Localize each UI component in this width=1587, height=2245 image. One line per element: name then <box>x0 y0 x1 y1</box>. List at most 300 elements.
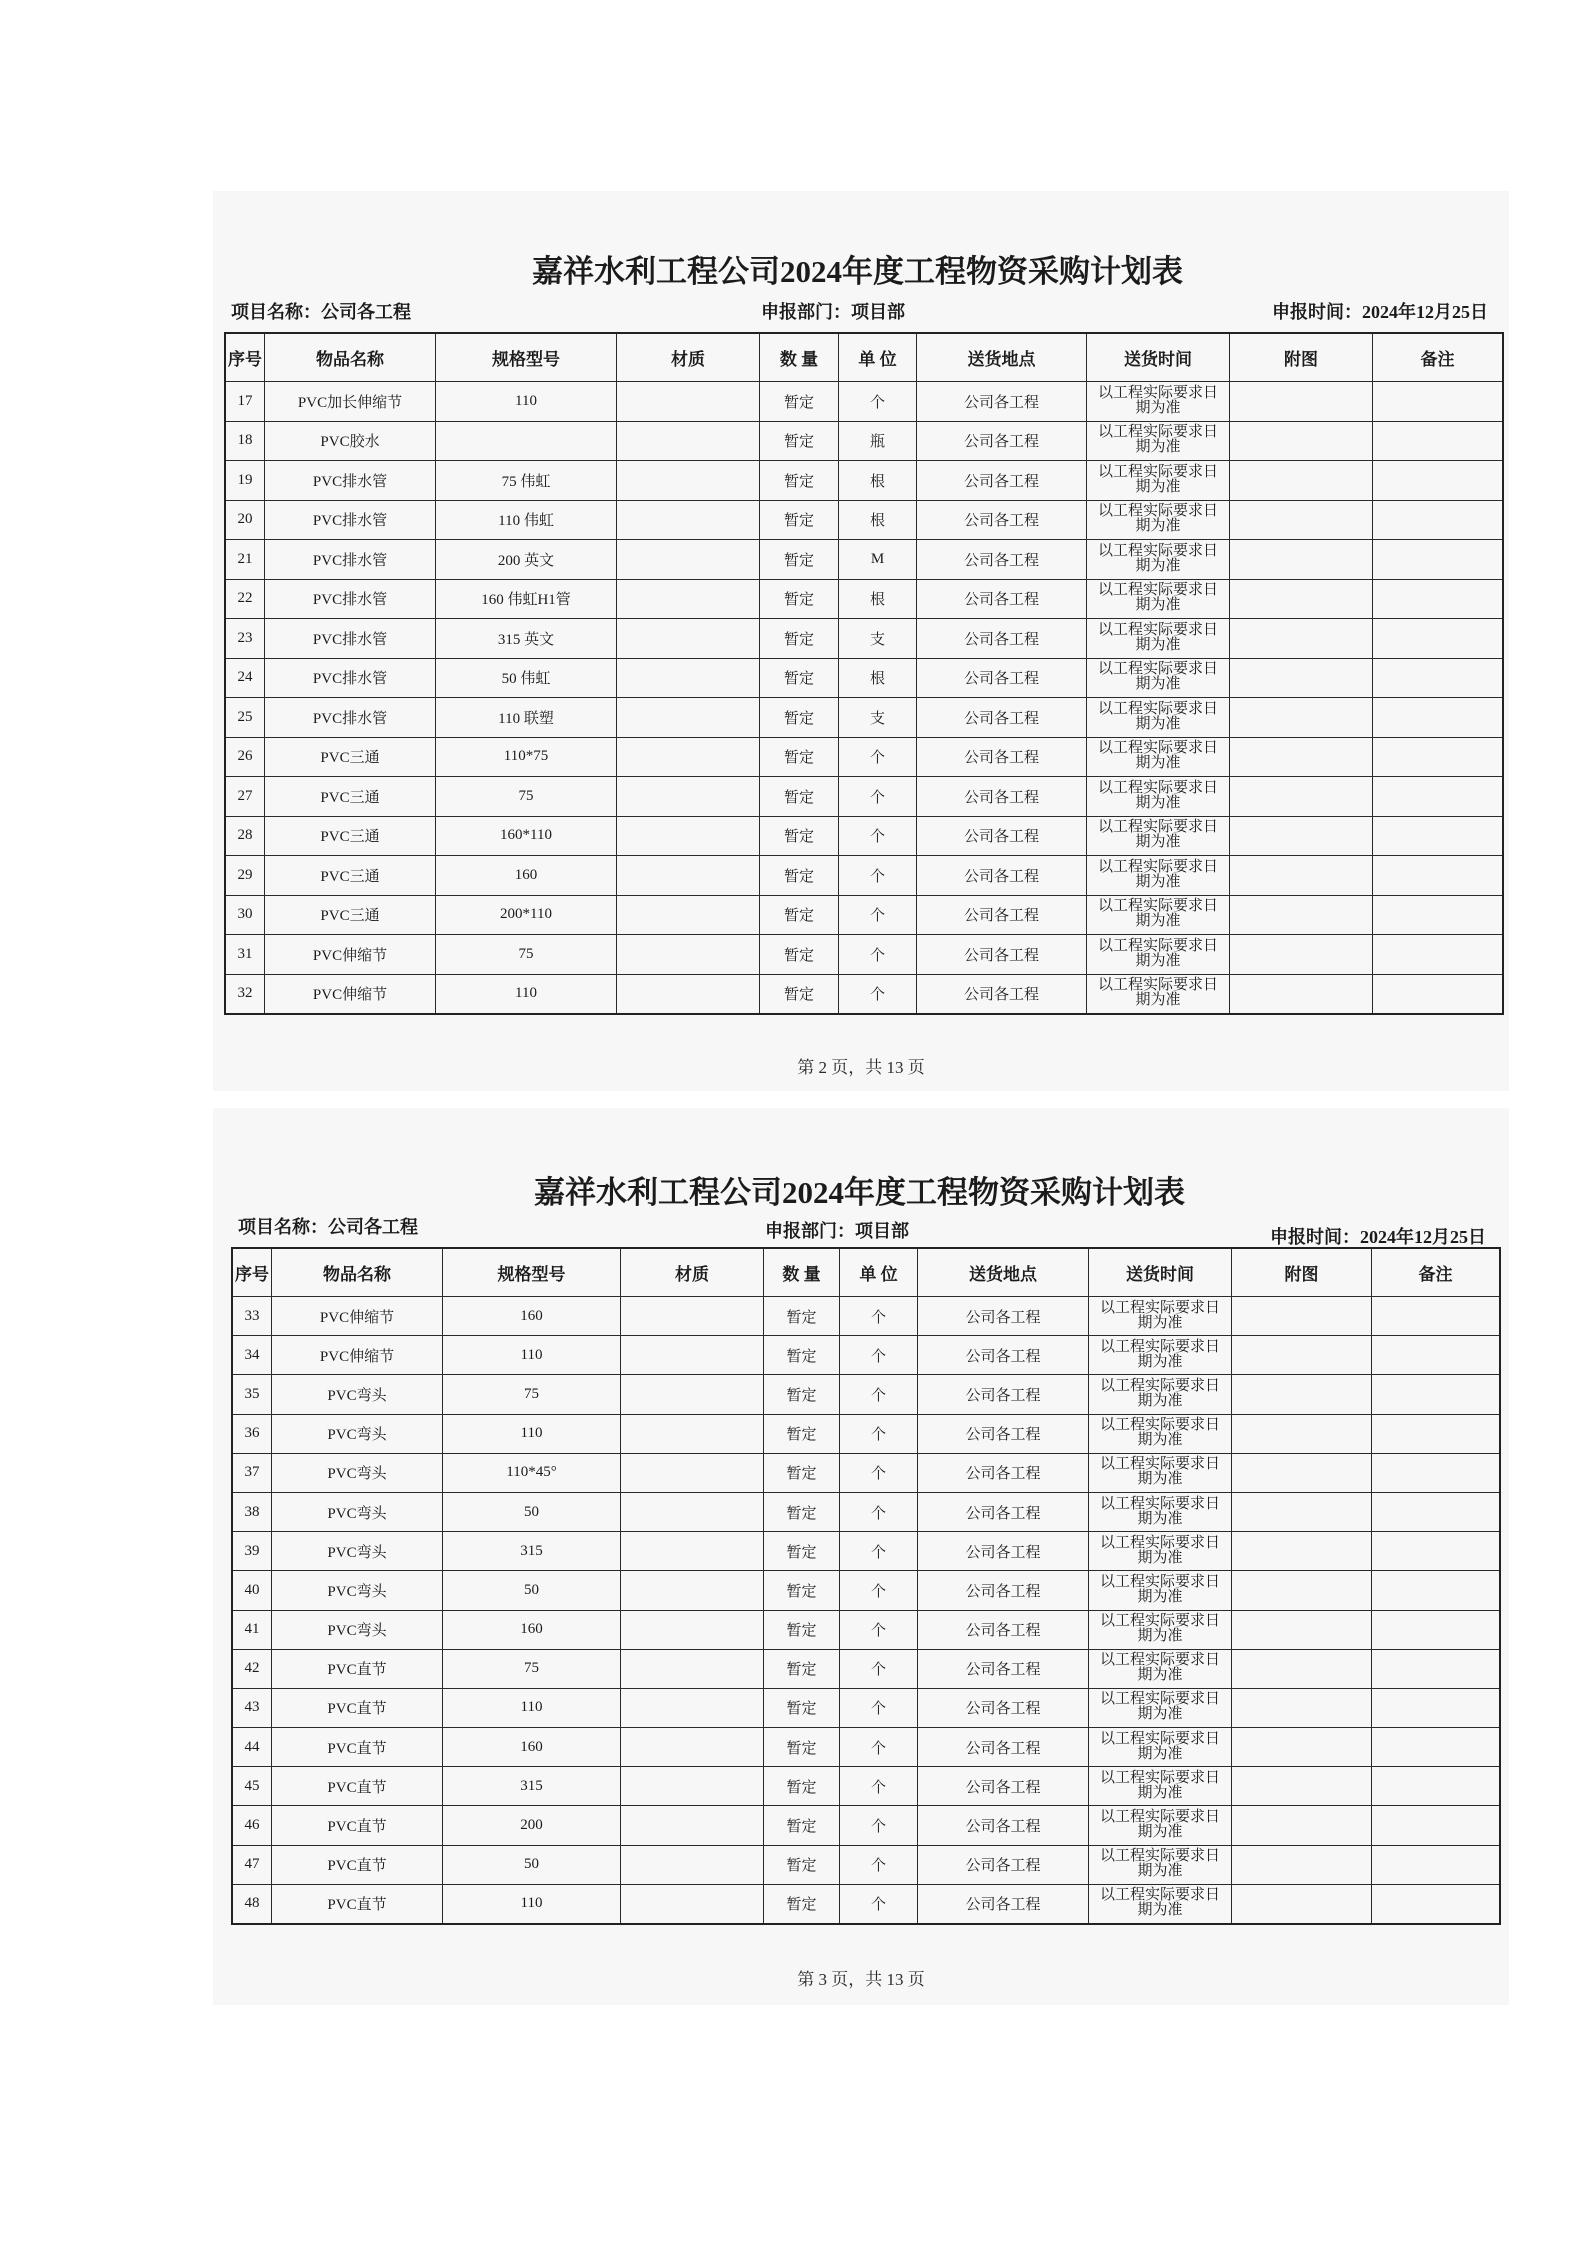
delivery-time-text: 以工程实际要求日期为准 <box>1098 898 1219 930</box>
cell-quantity: 暂定 <box>764 1649 840 1688</box>
cell-delivery-time <box>1089 1297 1232 1336</box>
cell-material <box>617 421 760 461</box>
cell-no: 22 <box>225 579 265 619</box>
delivery-time-text: 以工程实际要求日期为准 <box>1100 1299 1221 1331</box>
cell-remarks <box>1373 658 1504 698</box>
cell-item-name: PVC排水管 <box>265 698 436 738</box>
cell-delivery-place: 公司各工程 <box>917 777 1087 817</box>
cell-item-name: PVC胶水 <box>265 421 436 461</box>
cell-remarks <box>1372 1806 1501 1845</box>
cell-delivery-time <box>1089 1532 1232 1571</box>
cell-drawing <box>1230 895 1373 935</box>
cell-material <box>617 461 760 501</box>
cell-no: 36 <box>232 1414 272 1453</box>
cell-drawing <box>1230 619 1373 659</box>
cell-delivery-place: 公司各工程 <box>917 698 1087 738</box>
cell-unit: 个 <box>840 1688 918 1727</box>
cell-unit: 个 <box>840 1297 918 1336</box>
cell-item-name: PVC伸缩节 <box>272 1336 443 1375</box>
cell-item-name: PVC加长伸缩节 <box>265 382 436 422</box>
cell-delivery-time <box>1089 1649 1232 1688</box>
cell-remarks <box>1372 1688 1501 1727</box>
table-row <box>232 1336 1500 1375</box>
cell-delivery-place: 公司各工程 <box>917 974 1087 1014</box>
cell-item-name: PVC排水管 <box>265 619 436 659</box>
cell-item-name: PVC排水管 <box>265 500 436 540</box>
report-date: 申报时间：2024年12月25日 <box>1272 302 1488 322</box>
cell-quantity: 暂定 <box>760 579 839 619</box>
cell-drawing <box>1230 935 1373 975</box>
cell-drawing <box>1232 1649 1372 1688</box>
cell-unit: 支 <box>839 619 917 659</box>
cell-delivery-time <box>1089 1767 1232 1806</box>
cell-spec: 110*75 <box>436 737 617 777</box>
cell-delivery-time <box>1089 1688 1232 1727</box>
cell-unit: 个 <box>840 1884 918 1924</box>
cell-remarks <box>1373 698 1504 738</box>
table-row <box>225 856 1503 896</box>
page-sheet <box>213 191 1509 1091</box>
cell-drawing <box>1232 1728 1372 1767</box>
cell-item-name: PVC弯头 <box>272 1453 443 1492</box>
cell-quantity: 暂定 <box>760 856 839 896</box>
header-material: 材质 <box>621 1248 764 1297</box>
cell-remarks <box>1373 935 1504 975</box>
cell-quantity: 暂定 <box>764 1571 840 1610</box>
cell-item-name: PVC直节 <box>272 1728 443 1767</box>
cell-spec: 160 伟虹H1管 <box>436 579 617 619</box>
cell-delivery-place: 公司各工程 <box>918 1532 1089 1571</box>
cell-remarks <box>1373 816 1504 856</box>
delivery-time-text: 以工程实际要求日期为准 <box>1100 1769 1221 1801</box>
cell-unit: 个 <box>840 1532 918 1571</box>
delivery-time-text: 以工程实际要求日期为准 <box>1100 1730 1221 1762</box>
cell-material <box>621 1884 764 1924</box>
delivery-time-text: 以工程实际要求日期为准 <box>1100 1691 1221 1723</box>
header-no: 序号 <box>232 1248 272 1297</box>
cell-delivery-place: 公司各工程 <box>918 1767 1089 1806</box>
header-quantity: 数 量 <box>760 333 839 382</box>
delivery-time-text: 以工程实际要求日期为准 <box>1098 582 1219 614</box>
cell-item-name: PVC直节 <box>272 1845 443 1884</box>
delivery-time-text: 以工程实际要求日期为准 <box>1100 1613 1221 1645</box>
cell-delivery-place: 公司各工程 <box>917 540 1087 580</box>
cell-delivery-time <box>1089 1728 1232 1767</box>
cell-drawing <box>1232 1532 1372 1571</box>
procurement-table <box>224 332 1504 1015</box>
cell-unit: 个 <box>840 1414 918 1453</box>
cell-unit: 个 <box>840 1375 918 1414</box>
cell-item-name: PVC三通 <box>265 856 436 896</box>
table-row <box>232 1297 1500 1336</box>
cell-drawing <box>1230 579 1373 619</box>
cell-remarks <box>1373 579 1504 619</box>
cell-no: 19 <box>225 461 265 501</box>
header-material: 材质 <box>617 333 760 382</box>
cell-unit: 个 <box>839 856 917 896</box>
cell-delivery-place: 公司各工程 <box>917 421 1087 461</box>
cell-drawing <box>1232 1688 1372 1727</box>
cell-material <box>617 856 760 896</box>
cell-drawing <box>1230 540 1373 580</box>
cell-drawing <box>1232 1884 1372 1924</box>
cell-no: 28 <box>225 816 265 856</box>
cell-quantity: 暂定 <box>764 1453 840 1492</box>
table-row <box>232 1845 1500 1884</box>
cell-unit: 个 <box>840 1610 918 1649</box>
cell-no: 29 <box>225 856 265 896</box>
page-footer: 第 3 页，共 13 页 <box>797 1970 925 1989</box>
cell-no: 46 <box>232 1806 272 1845</box>
cell-remarks <box>1373 500 1504 540</box>
cell-delivery-time <box>1089 1336 1232 1375</box>
cell-material <box>621 1845 764 1884</box>
cell-unit: 个 <box>840 1767 918 1806</box>
table-row <box>232 1806 1500 1845</box>
cell-drawing <box>1230 382 1373 422</box>
cell-unit: 个 <box>840 1845 918 1884</box>
table-row <box>225 421 1503 461</box>
cell-spec: 75 <box>443 1375 621 1414</box>
cell-material <box>621 1571 764 1610</box>
cell-remarks <box>1372 1610 1501 1649</box>
cell-item-name: PVC弯头 <box>272 1492 443 1531</box>
cell-remarks <box>1372 1532 1501 1571</box>
cell-no: 32 <box>225 974 265 1014</box>
project-name: 项目名称：公司各工程 <box>231 302 411 322</box>
cell-material <box>617 698 760 738</box>
cell-drawing <box>1232 1767 1372 1806</box>
cell-delivery-place: 公司各工程 <box>917 500 1087 540</box>
cell-spec: 315 <box>443 1532 621 1571</box>
delivery-time-text: 以工程实际要求日期为准 <box>1100 1377 1221 1409</box>
cell-item-name: PVC排水管 <box>265 579 436 619</box>
cell-item-name: PVC排水管 <box>265 461 436 501</box>
cell-remarks <box>1373 619 1504 659</box>
cell-quantity: 暂定 <box>760 619 839 659</box>
cell-no: 34 <box>232 1336 272 1375</box>
cell-material <box>621 1492 764 1531</box>
cell-unit: 个 <box>839 737 917 777</box>
cell-no: 35 <box>232 1375 272 1414</box>
cell-material <box>621 1336 764 1375</box>
cell-delivery-time <box>1087 382 1230 422</box>
cell-no: 37 <box>232 1453 272 1492</box>
project-name: 项目名称：公司各工程 <box>238 1217 418 1237</box>
cell-spec: 110 <box>443 1414 621 1453</box>
header-spec: 规格型号 <box>436 333 617 382</box>
delivery-time-text: 以工程实际要求日期为准 <box>1098 621 1219 653</box>
cell-delivery-time <box>1089 1610 1232 1649</box>
cell-quantity: 暂定 <box>760 816 839 856</box>
procurement-table <box>231 1247 1501 1925</box>
cell-delivery-time <box>1087 421 1230 461</box>
cell-quantity: 暂定 <box>760 658 839 698</box>
cell-delivery-place: 公司各工程 <box>917 935 1087 975</box>
table-row <box>232 1453 1500 1492</box>
cell-spec: 75 伟虹 <box>436 461 617 501</box>
cell-drawing <box>1232 1845 1372 1884</box>
cell-drawing <box>1230 500 1373 540</box>
cell-delivery-place: 公司各工程 <box>917 461 1087 501</box>
cell-drawing <box>1232 1806 1372 1845</box>
cell-quantity: 暂定 <box>764 1297 840 1336</box>
page-title: 嘉祥水利工程公司2024年度工程物资采购计划表 <box>532 254 1183 289</box>
header-delivery-place: 送货地点 <box>918 1248 1089 1297</box>
cell-material <box>617 935 760 975</box>
delivery-time-text: 以工程实际要求日期为准 <box>1100 1495 1221 1527</box>
cell-quantity: 暂定 <box>760 382 839 422</box>
cell-quantity: 暂定 <box>764 1884 840 1924</box>
page-footer: 第 2 页，共 13 页 <box>797 1058 925 1077</box>
cell-drawing <box>1230 974 1373 1014</box>
cell-material <box>621 1610 764 1649</box>
cell-quantity: 暂定 <box>764 1767 840 1806</box>
cell-quantity: 暂定 <box>764 1806 840 1845</box>
table-row <box>232 1610 1500 1649</box>
cell-spec: 160 <box>443 1297 621 1336</box>
header-remarks: 备注 <box>1372 1248 1501 1297</box>
cell-material <box>617 895 760 935</box>
cell-spec: 110 <box>436 382 617 422</box>
delivery-time-text: 以工程实际要求日期为准 <box>1100 1809 1221 1841</box>
cell-delivery-time <box>1087 777 1230 817</box>
table-row <box>232 1375 1500 1414</box>
cell-unit: 根 <box>839 461 917 501</box>
cell-delivery-time <box>1087 658 1230 698</box>
cell-no: 44 <box>232 1728 272 1767</box>
cell-item-name: PVC排水管 <box>265 658 436 698</box>
cell-unit: 个 <box>840 1336 918 1375</box>
cell-material <box>621 1375 764 1414</box>
cell-remarks <box>1372 1845 1501 1884</box>
table-row <box>225 658 1503 698</box>
cell-drawing <box>1232 1375 1372 1414</box>
cell-spec: 315 英文 <box>436 619 617 659</box>
table-body <box>225 382 1503 1015</box>
cell-unit: 根 <box>839 579 917 619</box>
cell-no: 33 <box>232 1297 272 1336</box>
cell-unit: 个 <box>839 382 917 422</box>
cell-unit: 个 <box>839 935 917 975</box>
cell-delivery-place: 公司各工程 <box>918 1845 1089 1884</box>
cell-spec: 160 <box>443 1728 621 1767</box>
cell-remarks <box>1373 461 1504 501</box>
cell-quantity: 暂定 <box>760 974 839 1014</box>
table-row <box>225 579 1503 619</box>
cell-delivery-time <box>1089 1806 1232 1845</box>
delivery-time-text: 以工程实际要求日期为准 <box>1098 384 1219 416</box>
cell-item-name: PVC弯头 <box>272 1610 443 1649</box>
cell-unit: 瓶 <box>839 421 917 461</box>
delivery-time-text: 以工程实际要求日期为准 <box>1098 463 1219 495</box>
cell-no: 27 <box>225 777 265 817</box>
cell-quantity: 暂定 <box>764 1375 840 1414</box>
cell-delivery-time <box>1087 461 1230 501</box>
cell-material <box>617 619 760 659</box>
cell-material <box>617 737 760 777</box>
cell-spec: 50 <box>443 1845 621 1884</box>
cell-spec: 50 伟虹 <box>436 658 617 698</box>
cell-drawing <box>1232 1492 1372 1531</box>
delivery-time-text: 以工程实际要求日期为准 <box>1100 1573 1221 1605</box>
cell-delivery-place: 公司各工程 <box>917 382 1087 422</box>
cell-drawing <box>1230 461 1373 501</box>
cell-no: 25 <box>225 698 265 738</box>
cell-quantity: 暂定 <box>764 1728 840 1767</box>
cell-item-name: PVC直节 <box>272 1767 443 1806</box>
cell-unit: 个 <box>839 974 917 1014</box>
cell-material <box>621 1767 764 1806</box>
cell-no: 45 <box>232 1767 272 1806</box>
table-row <box>232 1884 1500 1924</box>
cell-spec: 110 <box>443 1336 621 1375</box>
cell-spec: 160 <box>443 1610 621 1649</box>
header-drawing: 附图 <box>1232 1248 1372 1297</box>
cell-quantity: 暂定 <box>760 895 839 935</box>
cell-no: 26 <box>225 737 265 777</box>
table-row <box>232 1532 1500 1571</box>
cell-spec: 110 <box>443 1884 621 1924</box>
cell-remarks <box>1372 1375 1501 1414</box>
cell-material <box>621 1532 764 1571</box>
cell-material <box>621 1806 764 1845</box>
delivery-time-text: 以工程实际要求日期为准 <box>1098 858 1219 890</box>
cell-quantity: 暂定 <box>760 935 839 975</box>
table-row <box>225 737 1503 777</box>
cell-material <box>617 974 760 1014</box>
cell-spec: 50 <box>443 1492 621 1531</box>
cell-delivery-place: 公司各工程 <box>918 1806 1089 1845</box>
cell-spec: 110 联塑 <box>436 698 617 738</box>
cell-delivery-place: 公司各工程 <box>918 1884 1089 1924</box>
cell-drawing <box>1232 1453 1372 1492</box>
cell-material <box>621 1297 764 1336</box>
delivery-time-text: 以工程实际要求日期为准 <box>1100 1652 1221 1684</box>
cell-material <box>621 1688 764 1727</box>
table-row <box>232 1492 1500 1531</box>
table-row <box>225 816 1503 856</box>
table-row <box>225 935 1503 975</box>
delivery-time-text: 以工程实际要求日期为准 <box>1098 503 1219 535</box>
cell-no: 24 <box>225 658 265 698</box>
cell-drawing <box>1232 1610 1372 1649</box>
cell-spec: 75 <box>436 777 617 817</box>
cell-delivery-time <box>1087 935 1230 975</box>
cell-material <box>617 777 760 817</box>
cell-spec: 75 <box>443 1649 621 1688</box>
cell-material <box>621 1649 764 1688</box>
cell-drawing <box>1232 1297 1372 1336</box>
cell-delivery-time <box>1087 737 1230 777</box>
table-header-row <box>225 333 1503 382</box>
cell-spec: 315 <box>443 1767 621 1806</box>
cell-quantity: 暂定 <box>764 1610 840 1649</box>
cell-item-name: PVC弯头 <box>272 1532 443 1571</box>
cell-no: 23 <box>225 619 265 659</box>
cell-unit: 支 <box>839 698 917 738</box>
cell-quantity: 暂定 <box>760 461 839 501</box>
cell-remarks <box>1373 540 1504 580</box>
table-row <box>232 1649 1500 1688</box>
cell-material <box>621 1453 764 1492</box>
cell-drawing <box>1230 421 1373 461</box>
delivery-time-text: 以工程实际要求日期为准 <box>1100 1417 1221 1449</box>
delivery-time-text: 以工程实际要求日期为准 <box>1098 424 1219 456</box>
table-row <box>225 500 1503 540</box>
department: 申报部门：项目部 <box>761 302 905 322</box>
cell-no: 43 <box>232 1688 272 1727</box>
cell-delivery-time <box>1089 1375 1232 1414</box>
cell-delivery-time <box>1087 540 1230 580</box>
cell-no: 41 <box>232 1610 272 1649</box>
cell-no: 42 <box>232 1649 272 1688</box>
cell-spec: 110 <box>443 1688 621 1727</box>
cell-spec: 160 <box>436 856 617 896</box>
delivery-time-text: 以工程实际要求日期为准 <box>1098 819 1219 851</box>
department: 申报部门：项目部 <box>765 1221 909 1241</box>
header-item-name: 物品名称 <box>272 1248 443 1297</box>
cell-item-name: PVC伸缩节 <box>265 935 436 975</box>
table-row <box>225 461 1503 501</box>
cell-unit: 个 <box>840 1806 918 1845</box>
delivery-time-text: 以工程实际要求日期为准 <box>1100 1887 1221 1919</box>
table-row <box>232 1728 1500 1767</box>
delivery-time-text: 以工程实际要求日期为准 <box>1098 661 1219 693</box>
delivery-time-text: 以工程实际要求日期为准 <box>1100 1848 1221 1880</box>
cell-material <box>621 1414 764 1453</box>
cell-quantity: 暂定 <box>764 1492 840 1531</box>
cell-item-name: PVC直节 <box>272 1649 443 1688</box>
cell-quantity: 暂定 <box>760 421 839 461</box>
cell-delivery-place: 公司各工程 <box>917 737 1087 777</box>
cell-material <box>617 579 760 619</box>
cell-delivery-time <box>1089 1884 1232 1924</box>
header-delivery-time: 送货时间 <box>1089 1248 1232 1297</box>
header-drawing: 附图 <box>1230 333 1373 382</box>
cell-delivery-time <box>1089 1453 1232 1492</box>
cell-item-name: PVC弯头 <box>272 1375 443 1414</box>
cell-item-name: PVC伸缩节 <box>265 974 436 1014</box>
cell-item-name: PVC三通 <box>265 895 436 935</box>
cell-spec: 75 <box>436 935 617 975</box>
cell-remarks <box>1373 974 1504 1014</box>
table-row <box>225 382 1503 422</box>
cell-unit: M <box>839 540 917 580</box>
cell-delivery-place: 公司各工程 <box>917 658 1087 698</box>
cell-drawing <box>1232 1336 1372 1375</box>
cell-delivery-place: 公司各工程 <box>917 579 1087 619</box>
table-row <box>225 974 1503 1014</box>
cell-item-name: PVC直节 <box>272 1806 443 1845</box>
cell-material <box>617 816 760 856</box>
cell-delivery-place: 公司各工程 <box>918 1649 1089 1688</box>
cell-item-name: PVC排水管 <box>265 540 436 580</box>
table-row <box>225 698 1503 738</box>
table-row <box>225 619 1503 659</box>
table-row <box>232 1571 1500 1610</box>
cell-no: 47 <box>232 1845 272 1884</box>
cell-remarks <box>1372 1728 1501 1767</box>
cell-delivery-place: 公司各工程 <box>917 856 1087 896</box>
cell-drawing <box>1230 698 1373 738</box>
table-row <box>232 1414 1500 1453</box>
cell-unit: 个 <box>839 895 917 935</box>
cell-no: 39 <box>232 1532 272 1571</box>
table-body <box>232 1297 1500 1925</box>
cell-remarks <box>1372 1767 1501 1806</box>
cell-drawing <box>1230 777 1373 817</box>
